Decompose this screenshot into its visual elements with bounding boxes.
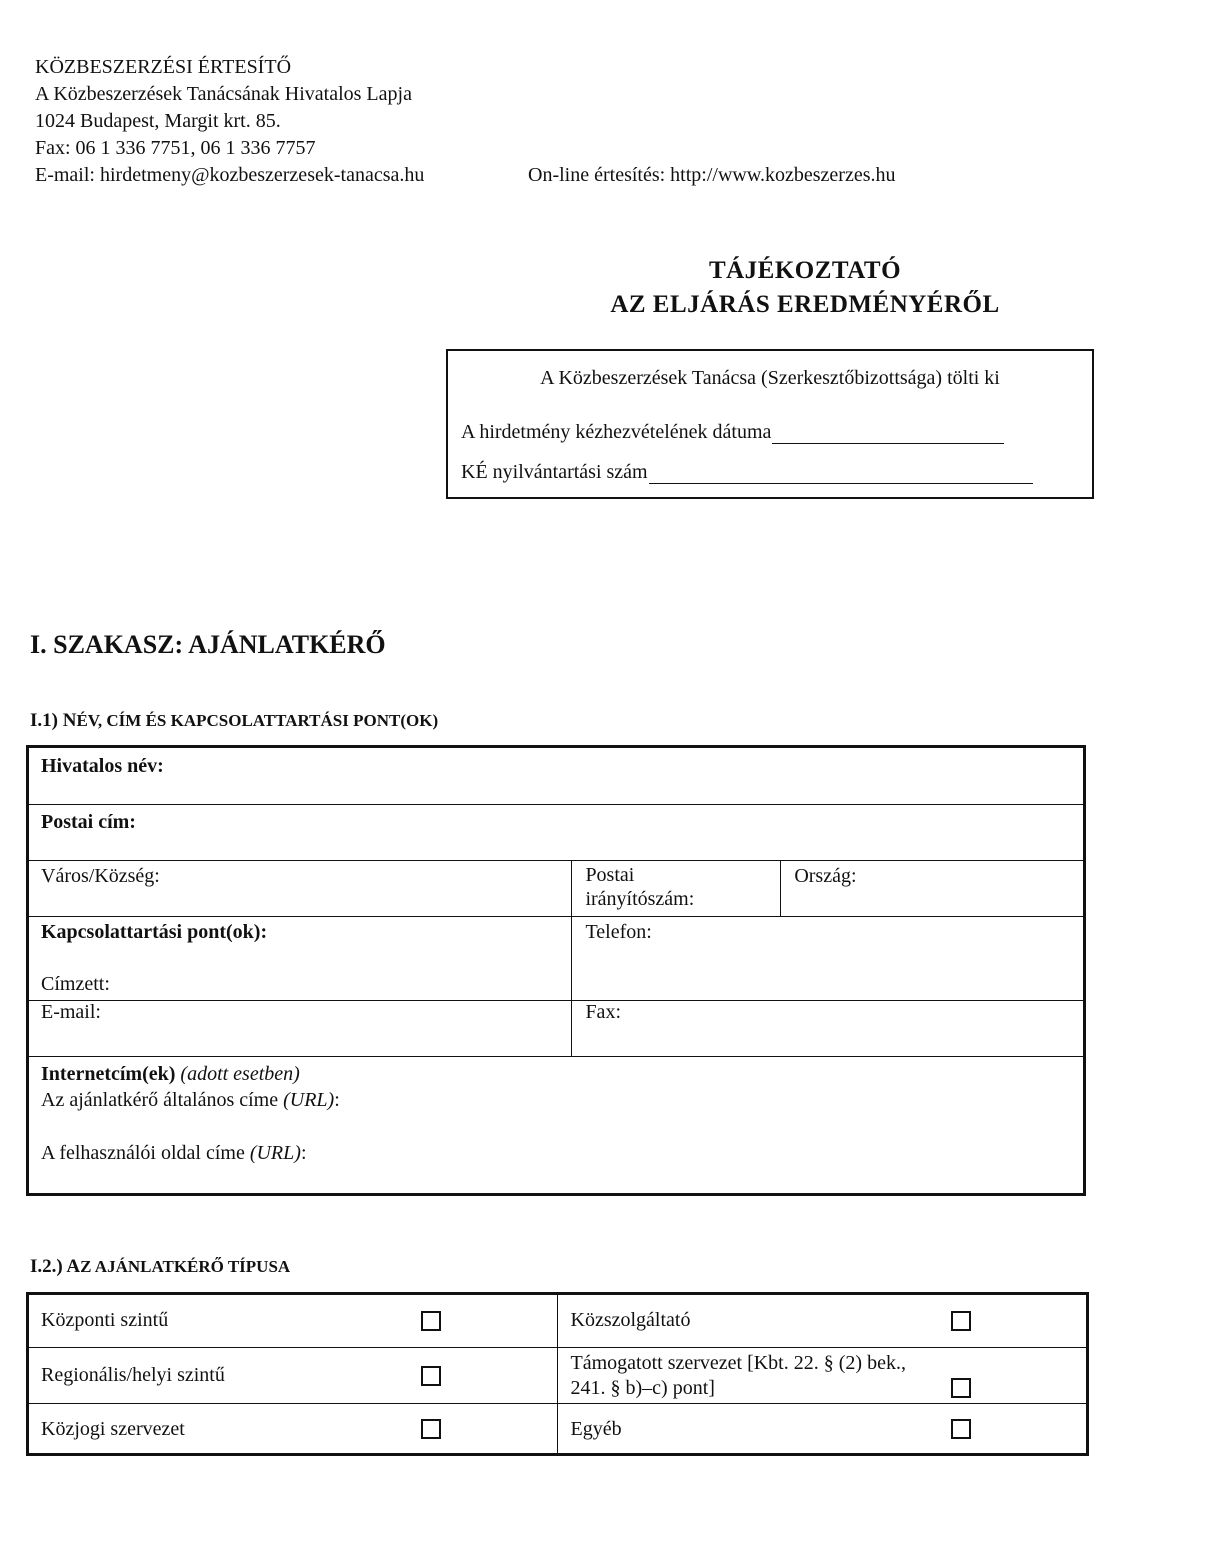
official-use-box <box>446 349 1094 499</box>
type-utility-cell <box>557 1294 1088 1348</box>
type-subsidised-cell <box>557 1348 1088 1404</box>
online-notice: On-line értesítés: http://www.kozbeszerzes.hu <box>528 164 896 186</box>
internet-addresses-field[interactable] <box>28 1057 1085 1195</box>
buyer-url-unit: (URL) <box>249 1142 301 1164</box>
type-public-law-cell <box>28 1404 558 1456</box>
contact-details-table <box>27 746 1085 1195</box>
official-use-heading: A Közbeszerzések Tanácsa (Szerkesztőbizottsága) tölti ki <box>540 367 1000 389</box>
type-utility-checkbox[interactable] <box>951 1311 971 1331</box>
general-url-unit: (URL) <box>283 1089 335 1111</box>
buyer-url-colon: : <box>300 1142 307 1164</box>
subsection-2-title: Z AJÁNLATKÉRŐ TÍPUSA <box>80 1257 291 1276</box>
subsection-1-heading <box>30 710 438 732</box>
general-url-row <box>41 1087 1084 1113</box>
type-other-label: Egyéb <box>570 1418 622 1440</box>
fax-field[interactable]: Fax: <box>572 1001 1085 1057</box>
addressee-label: Címzett: <box>41 973 110 995</box>
registration-number-field[interactable] <box>649 463 1033 484</box>
country-field[interactable]: Ország: <box>781 861 1085 917</box>
type-public-law-checkbox[interactable] <box>421 1419 441 1439</box>
title-line-1: TÁJÉKOZTATÓ <box>708 257 902 284</box>
type-public-law-label: Közjogi szervezet <box>41 1418 185 1440</box>
subsection-1-number: I.1) N <box>30 710 77 731</box>
publisher-header <box>35 54 896 189</box>
postal-code-field[interactable] <box>572 861 781 917</box>
subsection-2-number: I.2.) A <box>30 1256 81 1277</box>
type-central-label: Központi szintű <box>41 1309 169 1331</box>
type-regional-label: Regionális/helyi szintű <box>41 1364 225 1386</box>
contact-points-label: Kapcsolattartási pont(ok): <box>41 921 268 943</box>
phone-field[interactable]: Telefon: <box>572 917 1085 1001</box>
postal-code-label-2: irányítószám: <box>585 888 695 910</box>
city-field[interactable]: Város/Község: <box>28 861 572 917</box>
type-subsidised-checkbox[interactable] <box>951 1378 971 1398</box>
buyer-url-row <box>41 1140 1084 1166</box>
registration-number-label: KÉ nyilvántartási szám <box>461 461 648 483</box>
type-regional-cell <box>28 1348 558 1404</box>
general-url-colon: : <box>334 1089 340 1111</box>
document-title <box>450 254 1160 322</box>
type-subsidised-label-1: Támogatott szervezet [Kbt. 22. § (2) bek., <box>570 1352 906 1374</box>
email-field[interactable]: E-mail: <box>28 1001 572 1057</box>
contracting-authority-type-table <box>27 1293 1088 1456</box>
type-utility-label: Közszolgáltató <box>570 1309 691 1331</box>
received-date-label: A hirdetmény kézhezvételének dátuma <box>461 421 772 443</box>
publisher-address: 1024 Budapest, Margit krt. 85. <box>35 110 281 132</box>
section-title: I. SZAKASZ: AJÁNLATKÉRŐ <box>30 630 386 659</box>
type-other-cell <box>557 1404 1088 1456</box>
type-subsidised-label-2: 241. § b)–c) pont] <box>570 1377 715 1399</box>
subsection-1-title: ÉV, CÍM ÉS KAPCSOLATTARTÁSI PONT(OK) <box>76 711 439 730</box>
buyer-url-label: A felhasználói oldal címe <box>41 1142 250 1164</box>
publisher-email: E-mail: hirdetmeny@kozbeszerzesek-tanacsa.hu <box>35 164 425 186</box>
publisher-fax: Fax: 06 1 336 7751, 06 1 336 7757 <box>35 137 316 159</box>
type-central-checkbox[interactable] <box>421 1311 441 1331</box>
received-date-field[interactable] <box>772 423 1004 444</box>
subsection-2-heading <box>30 1256 290 1278</box>
publisher-subtitle: A Közbeszerzések Tanácsának Hivatalos Lapja <box>35 83 412 105</box>
postal-code-label-1: Postai <box>585 864 635 886</box>
internet-heading <box>41 1061 1084 1087</box>
contact-points-field[interactable] <box>28 917 572 1001</box>
internet-label: Internetcím(ek) <box>41 1063 176 1085</box>
internet-note: (adott esetben) <box>180 1063 300 1085</box>
registration-number-row <box>461 461 1033 484</box>
type-central-cell <box>28 1294 558 1348</box>
official-name-field[interactable]: Hivatalos név: <box>28 747 1085 805</box>
general-url-label: Az ajánlatkérő általános címe <box>41 1089 284 1111</box>
type-regional-checkbox[interactable] <box>421 1366 441 1386</box>
received-date-row <box>461 421 1004 444</box>
postal-address-field[interactable]: Postai cím: <box>28 805 1085 861</box>
title-line-2: AZ ELJÁRÁS EREDMÉNYÉRŐL <box>610 291 1000 318</box>
type-other-checkbox[interactable] <box>951 1419 971 1439</box>
publication-name: KÖZBESZERZÉSI ÉRTESÍTŐ <box>35 56 292 78</box>
